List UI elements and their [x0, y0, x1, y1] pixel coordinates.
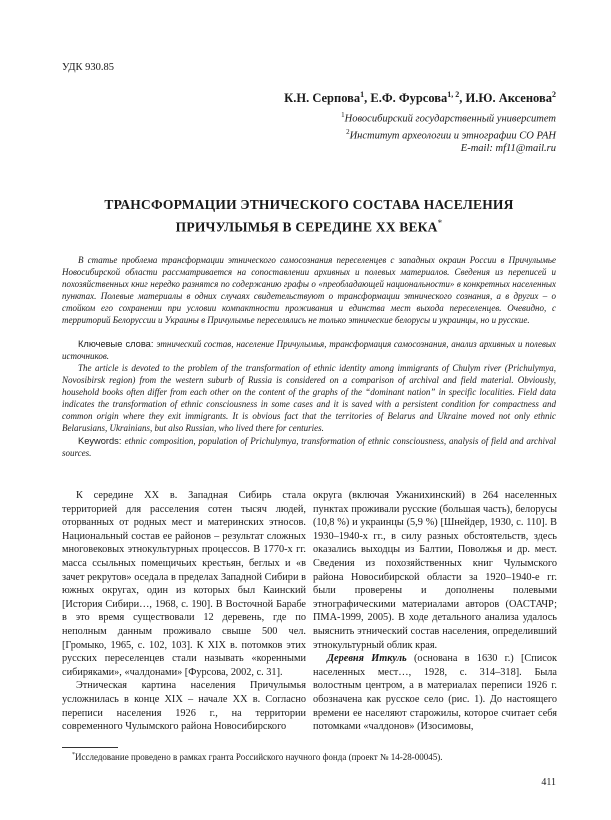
affiliation-1-sup: 1: [341, 111, 345, 119]
keywords-english-text: ethnic composition, population of Prichulymya, transformation of ethnic consciousness, analysis of field and archival sources.: [62, 436, 556, 459]
keywords-russian: [62, 338, 556, 362]
affiliation-2: [341, 126, 556, 143]
affiliation-2-text: Институт археологии и этнографии СО РАН: [349, 130, 556, 141]
body-paragraph: К середине XX в. Западная Сибирь стала территорией для расселения сотен тысяч людей, оторванных от родных мест и материнских этносов. Национальный состав ее районов – результат сложных многовековых этнокультурных процессов. В 1770-х гг. масса ссыльных помещичьих крестьян, беглых и «в зачет рекрутов» оседала в пределах Западной Сибири в южных округах, один из которых был Каинский [История Сибири…, 1968, с. 190]. В Восточной Барабе в это время существовали 12 деревень, где по неполным данным проживало свыше 500 чел. [Громыко, 1965, с. 102, 103]. К XIX в. потомков этих русских переселенцев стали называть «коренными сибиряками», «чалдонами» [Фурсова, 2002, с. 31].: [62, 490, 306, 678]
keywords-english-label: Keywords:: [78, 436, 125, 446]
authors-line: К.Н. Серпова$^1$, Е.Ф. Фурсова$^{1, 2}$, И.Ю. Аксенова$^2$: [284, 90, 556, 106]
title-line-1: ТРАНСФОРМАЦИИ ЭТНИЧЕСКОГО СОСТАВА НАСЕЛЕНИЯ: [104, 197, 514, 212]
title-footnote-mark: *: [437, 218, 443, 228]
body-column-left: [62, 489, 306, 734]
body-paragraph: [313, 652, 557, 734]
abstract-russian: [62, 254, 556, 327]
keywords-russian-label: Ключевые слова:: [78, 339, 157, 349]
abstract-russian-text: В статье проблема трансформации этнического самосознания переселенцев с западных окраин России в Причулымье Новосибирской области рассматривается на сопоставлении архивных и полевых материалов. Сведения из переписей и похозяйственных книг нередко разнятся по содержанию графы о «преобладающей национальности» в конкретных населенных пунктах. Полевые материалы в одних случаях свидетельствуют о трансформации этнического сознания, а в других – о стойком его сохранении при условии компактности проживания и единства мест выхода переселенцев. Очевидно, с территорий Белоруссии и Украины в Причулымье переселялись не только этнические белорусы и украинцы, но и русские.: [62, 255, 556, 326]
village-name: Деревня Иткуль: [327, 653, 407, 665]
footnote: [62, 752, 443, 762]
title-line-2: [62, 214, 556, 237]
footnote-mark: *: [72, 752, 75, 758]
author-2: Е.Ф. Фурсова: [370, 91, 448, 106]
author-1-sup: 1: [360, 90, 365, 99]
affiliation-2-sup: 2: [346, 127, 350, 136]
affiliations: [341, 109, 556, 155]
abstract-english: [62, 362, 556, 435]
body-paragraph: Этническая картина населения Причулымья усложнилась в конце XIX – начале XX в. Согласно переписи населения 1926 г., на территории современного Чулымского района Новосибирского: [62, 680, 306, 733]
abstract-english-text: The article is devoted to the problem of the transformation of ethnic identity among immigrants of Chulym river (Prichulymya, Novosibirsk region) from the western suburb of Russia is considered on a comparison of archival and field material. Obviously, household books often differ from each other on the content of the graphs of the “dominant nation” in specific localities. Field data indicates the transformation of ethnic consciousness in some cases and it is saved with a persistent condition for compactness and common origin where they exit immigrants. It is obvious fact that the territories of Belarus and Ukraine moved not only ethnic Belarusians, Ukrainians, but also Russian, who lived there for centuries.: [62, 363, 556, 434]
body-paragraph: округа (включая Ужанихинский) в 264 населенных пунктах проживали русские (большая часть), белорусы (10,8 %) и украинцы (5,9 %) [Шнейдер, 1930, с. 110]. В 1930–1940-х гг., в силу разных обстоятельств, здесь оказались выходцы из Балтии, Поволжья и др. мест. Сведения из похозяйственных книг Чулымского района Новосибирской области за 1920–1940-е гг. были проверены и дополнены полевыми этнографическими материалами авторов (ОАСТАЧР; ПМА-1999, 2005). В ходе детального анализа удалось выяснить этнический состав населения, определивший этнокультурный облик края.: [313, 490, 557, 651]
affiliation-1-text: Новосибирский государственный университет: [344, 113, 556, 125]
article-title: [62, 196, 556, 237]
title-line-2-text: ПРИЧУЛЫМЬЯ В СЕРЕДИНЕ XX ВЕКА: [175, 219, 438, 235]
author-email: E-mail: mf11@mail.ru: [460, 143, 556, 154]
author-1: К.Н. Серпова: [284, 91, 361, 106]
affiliation-1: [341, 109, 556, 126]
footnote-text: Исследование проведено в рамках гранта Российского научного фонда (проект № 14-28-00045).: [75, 752, 443, 762]
body-column-right: [313, 489, 557, 734]
author-3: И.Ю. Аксенова: [465, 91, 552, 106]
udc-code: УДК 930.85: [62, 62, 115, 73]
body-paragraph-text: (основана в 1630 г.) [Список населенных мест…, 1928, с. 314–318]. Была волостным центром, а в материалах переписи 1926 г. обозначена как русское село (рис. 1). До настоящего времени ее населяют старожилы, которое считает себя потомками «чалдонов» (Изосимовы,: [313, 653, 558, 733]
footnote-divider: [62, 747, 118, 748]
author-3-sup: 2: [552, 90, 556, 99]
keywords-english: [62, 435, 556, 459]
keywords-russian-text: этнический состав, население Причулымья, трансформация самосознания, анализ архивных и полевых источников.: [62, 339, 556, 362]
author-2-sup: 1, 2: [447, 90, 460, 99]
page-number: 411: [541, 777, 556, 788]
